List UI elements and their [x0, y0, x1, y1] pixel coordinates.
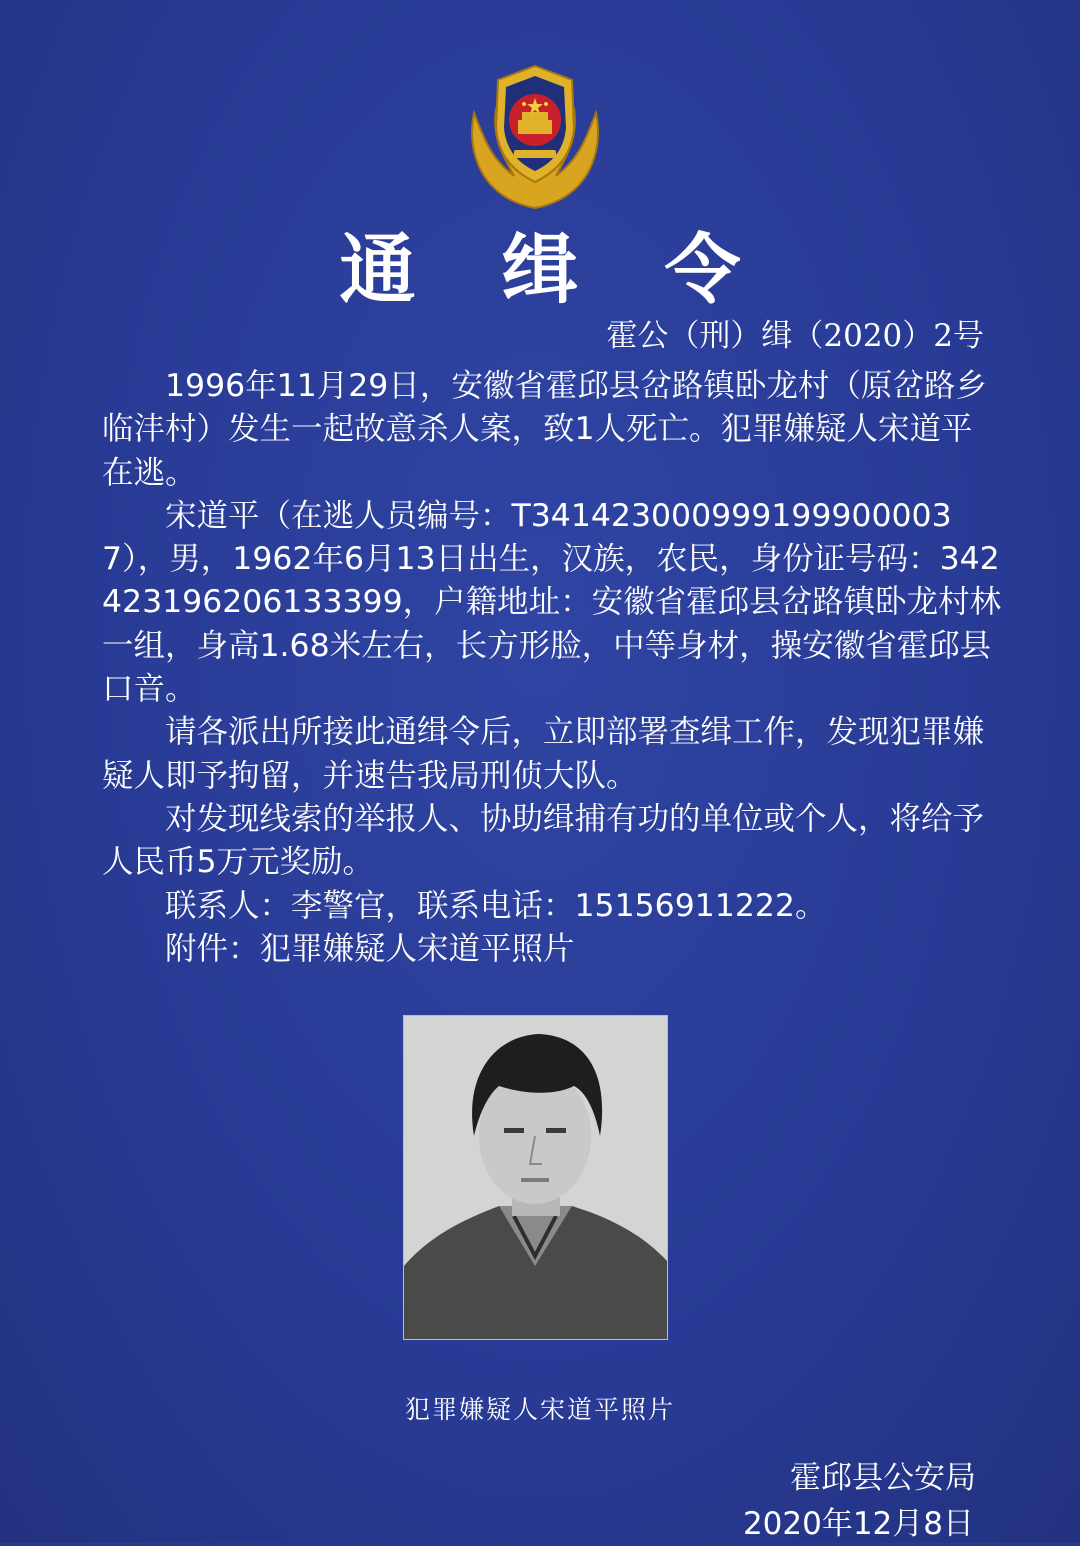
police-emblem-icon [462, 58, 608, 218]
issuing-authority: 霍邱县公安局 [790, 1460, 976, 1496]
notice-body [102, 365, 1002, 971]
suspect-portrait [404, 1016, 667, 1339]
paragraph-case: 1996年11月29日，安徽省霍邱县岔路镇卧龙村（原岔路乡临沣村）发生一起故意杀人案，致1人死亡。犯罪嫌疑人宋道平在逃。 [102, 368, 987, 491]
paragraph-instructions: 请各派出所接此通缉令后，立即部署查缉工作，发现犯罪嫌疑人即予拘留，并速告我局刑侦大队。 [102, 714, 985, 794]
paragraph-contact: 联系人：李警官，联系电话：15156911222。 [165, 887, 827, 924]
paragraph-suspect: 宋道平（在逃人员编号：T3414230009991999000037），男，1962年6月13日出生，汉族，农民，身份证号码：342423196206133399，户籍地址：安徽省霍邱县岔路镇卧龙村林一组，身高1.68米左右，长方形脸，中等身材，操安徽省霍邱县口音。 [102, 497, 1002, 708]
issue-date: 2020年12月8日 [742, 1506, 974, 1542]
paragraph-attachment: 附件：犯罪嫌疑人宋道平照片 [165, 930, 575, 967]
document-number: 霍公（刑）缉（2020）2号 [606, 318, 984, 354]
notice-title: 通 缉 令 [339, 225, 771, 314]
photo-caption: 犯罪嫌疑人宋道平照片 [404, 1395, 675, 1424]
paragraph-reward: 对发现线索的举报人、协助缉捕有功的单位或个人，将给予人民币5万元奖励。 [102, 800, 985, 881]
suspect-photo [403, 1015, 668, 1340]
